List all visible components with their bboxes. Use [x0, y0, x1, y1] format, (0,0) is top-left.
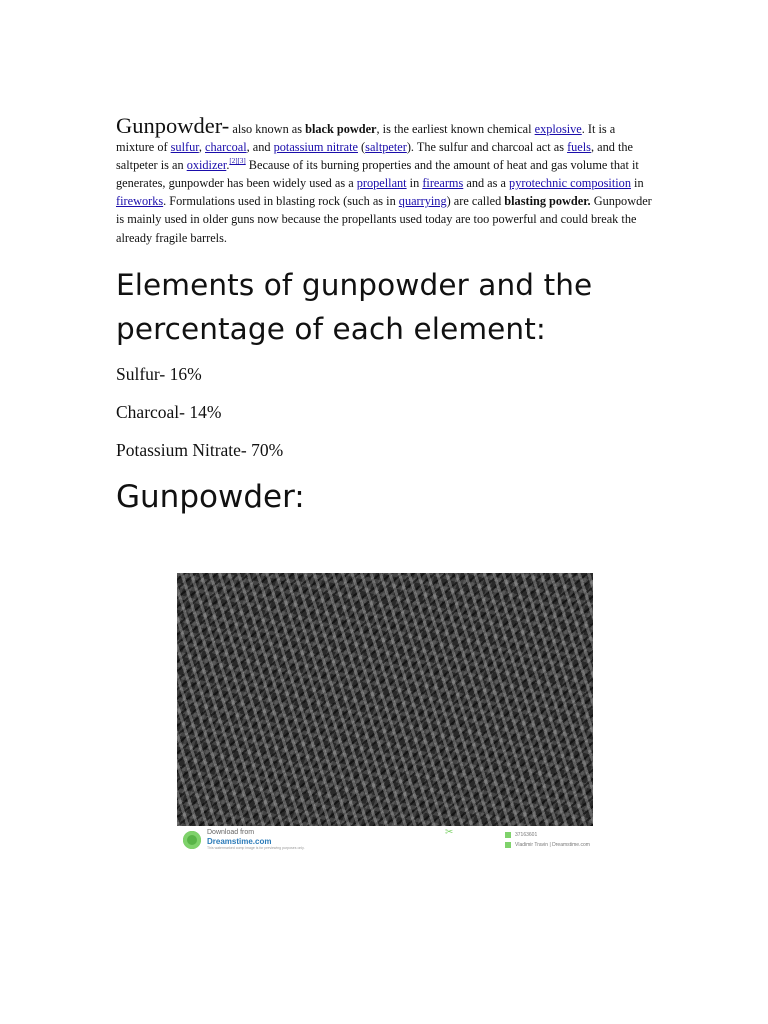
- lead-term: Gunpowder-: [116, 113, 230, 138]
- text-span: ,: [198, 140, 205, 155]
- dreamstime-logo-icon: [183, 831, 201, 849]
- element-potassium-nitrate: Potassium Nitrate- 70%: [116, 439, 284, 460]
- text-span: , and: [246, 140, 274, 155]
- element-sulfur: Sulfur- 16%: [116, 363, 202, 384]
- watermark-text: [207, 829, 305, 851]
- bold-term-blasting-powder: blasting powder.: [504, 194, 591, 209]
- watermark-line3: This watermarked comp image is for previewing purposes only.: [207, 846, 305, 850]
- link-oxidizer[interactable]: oxidizer: [186, 158, 227, 173]
- text-span: and as a: [463, 176, 510, 191]
- link-quarrying[interactable]: quarrying: [398, 194, 447, 209]
- link-saltpeter[interactable]: saltpeter: [365, 140, 407, 155]
- intro-paragraph: [116, 113, 656, 247]
- text-span: also known as: [229, 122, 306, 136]
- text-span: . Formulations used in blasting rock (such as in: [163, 194, 399, 209]
- link-fuels[interactable]: fuels: [567, 140, 591, 155]
- credit-square-icon: [505, 842, 511, 848]
- link-fireworks[interactable]: fireworks: [116, 194, 164, 209]
- image-heading: Gunpowder:: [116, 478, 305, 515]
- document-page: [116, 113, 656, 517]
- text-span: ). The sulfur and charcoal act as: [406, 140, 568, 155]
- link-charcoal[interactable]: charcoal: [205, 140, 247, 155]
- link-propellant[interactable]: propellant: [356, 176, 407, 191]
- image-credit-row: [505, 840, 590, 850]
- text-span: , and the saltpeter is an: [116, 140, 633, 173]
- link-potassium-nitrate[interactable]: potassium nitrate: [273, 140, 358, 155]
- text-span: (: [357, 140, 366, 155]
- citation-link[interactable]: [2][3]: [229, 157, 246, 166]
- watermark-line1: Download from: [207, 829, 255, 836]
- text-span: , is the earliest known chemical: [376, 122, 535, 136]
- text-span: Gunpowder is mainly used in older guns now because the propellants used today are too powerful and could break the already fragile barrels.: [116, 194, 652, 245]
- text-span: in: [406, 176, 423, 191]
- link-explosive[interactable]: explosive: [534, 122, 582, 136]
- gunpowder-photo: [177, 573, 593, 852]
- element-charcoal: Charcoal- 14%: [116, 401, 222, 422]
- link-sulfur[interactable]: sulfur: [170, 140, 199, 155]
- scissors-icon: ✂: [445, 827, 454, 838]
- bold-term-black-powder: black powder: [305, 122, 377, 136]
- image-credit: Vladimir Travin | Dreamstime.com: [515, 842, 590, 848]
- image-id-row: [505, 830, 590, 840]
- text-span: Because of its burning properties and the amount of heat and gas volume that it generates, gunpowder has been widely used as a: [116, 158, 639, 191]
- id-square-icon: [505, 832, 511, 838]
- link-pyrotechnic-composition[interactable]: pyrotechnic composition: [509, 176, 631, 191]
- text-span: .: [226, 158, 230, 173]
- watermark-strip: [177, 826, 593, 852]
- text-span: ) are called: [446, 194, 505, 209]
- image-id: 37163601: [515, 832, 538, 838]
- image-id-block: [505, 830, 590, 850]
- watermark-line2: Dreamstime.com: [207, 837, 272, 846]
- text-span: in: [630, 176, 644, 191]
- gunpowder-pellets-image: [177, 573, 593, 826]
- link-firearms[interactable]: firearms: [422, 176, 464, 191]
- elements-heading: Elements of gunpowder and the percentage of each element:: [116, 267, 593, 346]
- text-span: . It is a mixture of: [116, 122, 616, 155]
